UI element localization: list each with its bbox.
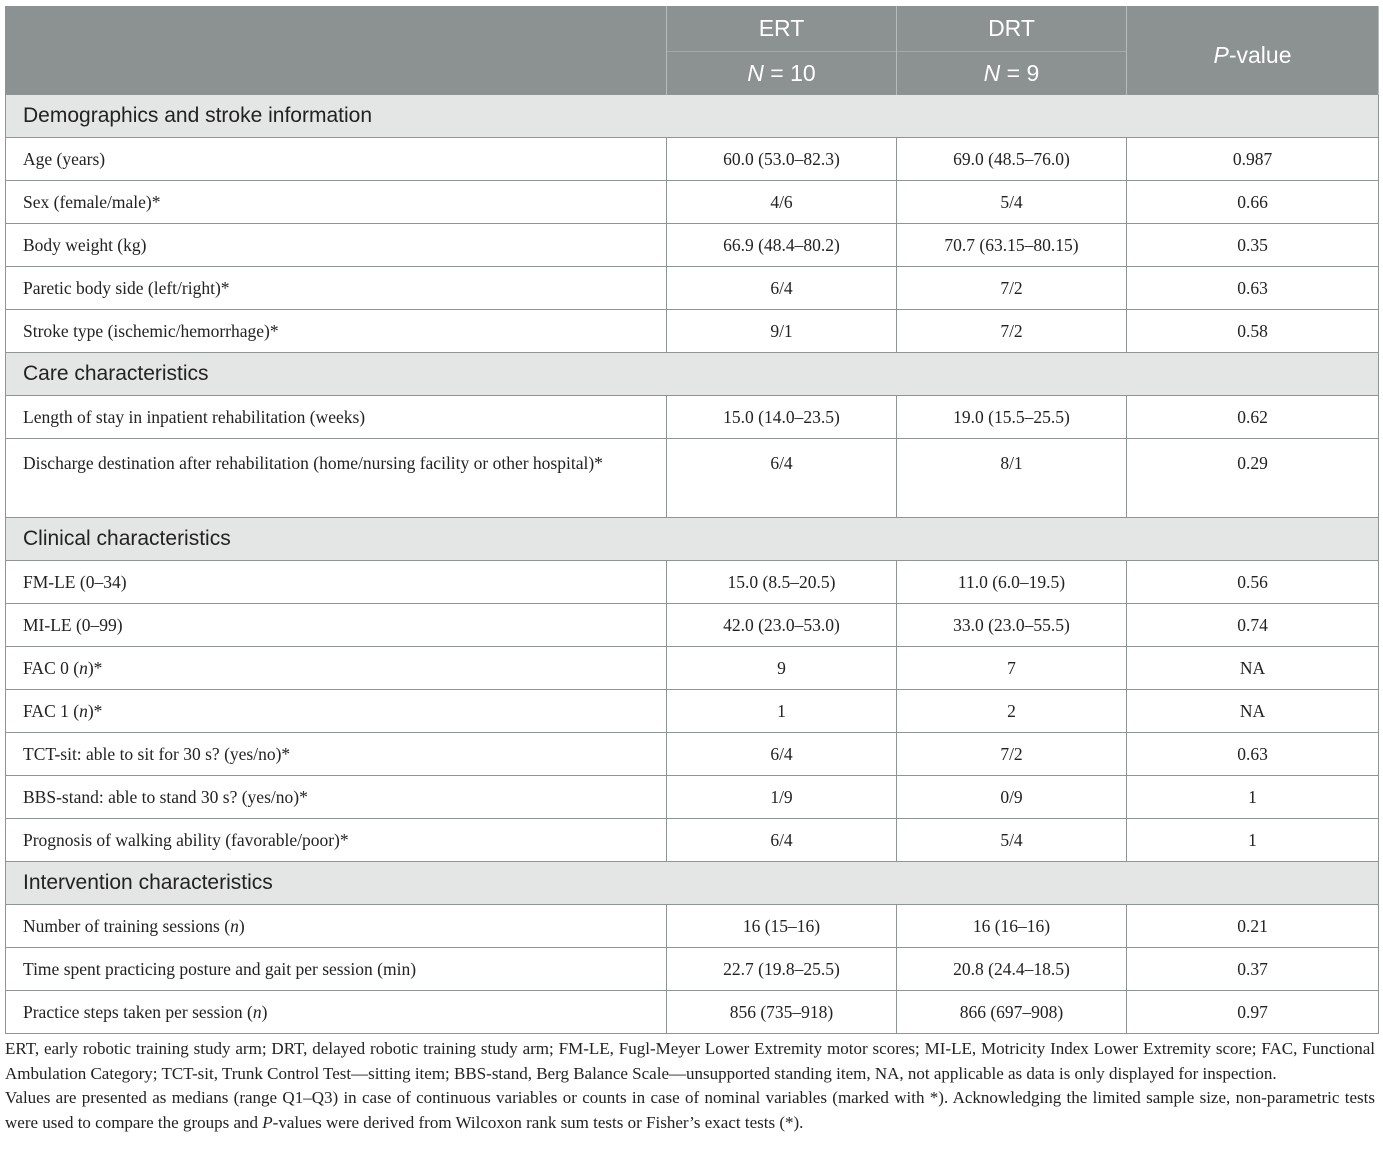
- header-ert-n-symbol: N: [747, 59, 764, 86]
- table-header: [6, 6, 1379, 95]
- header-drt-n-symbol: N: [983, 59, 1001, 86]
- drt-value: 8/1: [897, 439, 1127, 518]
- table-row: [6, 439, 1379, 518]
- row-label-pre: FAC 1 (: [23, 700, 80, 721]
- row-label-n: n: [252, 1001, 262, 1022]
- p-value: 0.63: [1127, 733, 1379, 776]
- row-label: TCT-sit: able to sit for 30 s? (yes/no)*: [6, 733, 667, 776]
- drt-value: 2: [897, 690, 1127, 733]
- table-row: [6, 310, 1379, 353]
- header-p-value: [1127, 6, 1379, 95]
- table-row: [6, 948, 1379, 991]
- drt-value: 5/4: [897, 181, 1127, 224]
- header-drt-n: [897, 52, 1127, 95]
- row-label: Body weight (kg): [6, 224, 667, 267]
- row-label: BBS-stand: able to stand 30 s? (yes/no)*: [6, 776, 667, 819]
- table-body: [6, 95, 1379, 1034]
- header-p-symbol: P: [1213, 42, 1229, 68]
- section-row-intervention: [6, 862, 1379, 905]
- ert-value: 16 (15–16): [667, 905, 897, 948]
- row-label: Stroke type (ischemic/hemorrhage)*: [6, 310, 667, 353]
- drt-value: 16 (16–16): [897, 905, 1127, 948]
- ert-value: 42.0 (23.0–53.0): [667, 604, 897, 647]
- ert-value: 6/4: [667, 439, 897, 518]
- table-row: [6, 561, 1379, 604]
- section-row-clinical: [6, 518, 1379, 561]
- ert-value: 6/4: [667, 267, 897, 310]
- header-drt-n-value: = 9: [1000, 59, 1040, 86]
- row-label: Prognosis of walking ability (favorable/poor)*: [6, 819, 667, 862]
- table-row: [6, 733, 1379, 776]
- section-title: Demographics and stroke information: [6, 95, 1379, 138]
- ert-value: 9/1: [667, 310, 897, 353]
- row-label: Sex (female/male)*: [6, 181, 667, 224]
- ert-value: 60.0 (53.0–82.3): [667, 138, 897, 181]
- values-footnote-pre: Values are presented as medians (range Q1–Q3) in case of continuous variables or counts in case of nominal variables (marked with *). Acknowledging the limited sample size, non-parametric tests were used to compare the groups and: [5, 1088, 1375, 1132]
- header-row-1: [6, 6, 1379, 52]
- table-row: [6, 776, 1379, 819]
- abbreviations-footnote: ERT, early robotic training study arm; DRT, delayed robotic training study arm; FM-LE, Fugl-Meyer Lower Extremity motor scores; MI-LE, Motricity Index Lower Extremity score; FAC, Functional Ambulation Category; TCT-sit, Trunk Control Test—sitting item; BBS-stand, Berg Balance Scale—unsupported standing item, NA, not applicable as data is only displayed for inspection.: [5, 1039, 1375, 1083]
- header-drt: DRT: [897, 6, 1127, 52]
- p-value: 0.29: [1127, 439, 1379, 518]
- table-footnotes: [5, 1037, 1375, 1135]
- characteristics-table-container: [5, 6, 1378, 1034]
- header-p-rest: -value: [1228, 42, 1292, 68]
- row-label-post: )*: [87, 700, 103, 721]
- header-ert-n-value: = 10: [763, 59, 816, 86]
- p-value: 0.56: [1127, 561, 1379, 604]
- table-row: [6, 138, 1379, 181]
- p-value: 0.74: [1127, 604, 1379, 647]
- characteristics-table: [5, 6, 1379, 1034]
- ert-value: 22.7 (19.8–25.5): [667, 948, 897, 991]
- row-label: FM-LE (0–34): [6, 561, 667, 604]
- table-row: [6, 991, 1379, 1034]
- ert-value: 856 (735–918): [667, 991, 897, 1034]
- ert-value: 15.0 (14.0–23.5): [667, 396, 897, 439]
- values-footnote: [5, 1086, 1375, 1135]
- row-label: [6, 991, 667, 1034]
- row-label: [6, 647, 667, 690]
- table-row: [6, 224, 1379, 267]
- row-label-pre: Number of training sessions (: [23, 915, 231, 936]
- values-footnote-post: -values were derived from Wilcoxon rank sum tests or Fisher’s exact tests (*).: [272, 1112, 804, 1132]
- table-row: [6, 819, 1379, 862]
- p-value: NA: [1127, 690, 1379, 733]
- table-row: [6, 181, 1379, 224]
- table-row: [6, 604, 1379, 647]
- drt-value: 866 (697–908): [897, 991, 1127, 1034]
- p-value: 0.21: [1127, 905, 1379, 948]
- p-value: 0.35: [1127, 224, 1379, 267]
- row-label-pre: FAC 0 (: [23, 657, 80, 678]
- row-label-n: n: [230, 915, 239, 936]
- ert-value: 15.0 (8.5–20.5): [667, 561, 897, 604]
- section-title: Clinical characteristics: [6, 518, 1379, 561]
- row-label-post: ): [238, 915, 245, 936]
- row-label: Discharge destination after rehabilitation (home/nursing facility or other hospital)*: [6, 439, 667, 518]
- drt-value: 70.7 (63.15–80.15): [897, 224, 1127, 267]
- table-row: [6, 396, 1379, 439]
- drt-value: 69.0 (48.5–76.0): [897, 138, 1127, 181]
- ert-value: 6/4: [667, 733, 897, 776]
- row-label-post: ): [261, 1001, 268, 1022]
- p-value: 0.987: [1127, 138, 1379, 181]
- row-label: Paretic body side (left/right)*: [6, 267, 667, 310]
- row-label-n: n: [79, 700, 88, 721]
- drt-value: 19.0 (15.5–25.5): [897, 396, 1127, 439]
- section-title: Care characteristics: [6, 353, 1379, 396]
- p-value: 1: [1127, 819, 1379, 862]
- p-value: 0.97: [1127, 991, 1379, 1034]
- row-label: [6, 905, 667, 948]
- row-label: Time spent practicing posture and gait per session (min): [6, 948, 667, 991]
- drt-value: 0/9: [897, 776, 1127, 819]
- p-value: 0.37: [1127, 948, 1379, 991]
- drt-value: 5/4: [897, 819, 1127, 862]
- p-value: 0.62: [1127, 396, 1379, 439]
- values-footnote-p: P: [262, 1112, 273, 1132]
- header-ert-n: [667, 52, 897, 95]
- ert-value: 9: [667, 647, 897, 690]
- section-title: Intervention characteristics: [6, 862, 1379, 905]
- ert-value: 4/6: [667, 181, 897, 224]
- row-label: MI-LE (0–99): [6, 604, 667, 647]
- header-blank-cell: [6, 6, 667, 95]
- row-label: Age (years): [6, 138, 667, 181]
- drt-value: 20.8 (24.4–18.5): [897, 948, 1127, 991]
- row-label: [6, 690, 667, 733]
- drt-value: 33.0 (23.0–55.5): [897, 604, 1127, 647]
- p-value: 0.63: [1127, 267, 1379, 310]
- drt-value: 7/2: [897, 733, 1127, 776]
- row-label-post: )*: [87, 657, 103, 678]
- section-row-care: [6, 353, 1379, 396]
- ert-value: 66.9 (48.4–80.2): [667, 224, 897, 267]
- drt-value: 7/2: [897, 267, 1127, 310]
- p-value: NA: [1127, 647, 1379, 690]
- ert-value: 1: [667, 690, 897, 733]
- ert-value: 6/4: [667, 819, 897, 862]
- table-row: [6, 267, 1379, 310]
- header-ert: ERT: [667, 6, 897, 52]
- drt-value: 7: [897, 647, 1127, 690]
- p-value: 1: [1127, 776, 1379, 819]
- drt-value: 7/2: [897, 310, 1127, 353]
- p-value: 0.66: [1127, 181, 1379, 224]
- table-row: [6, 647, 1379, 690]
- row-label-pre: Practice steps taken per session (: [23, 1001, 253, 1022]
- ert-value: 1/9: [667, 776, 897, 819]
- row-label: Length of stay in inpatient rehabilitation (weeks): [6, 396, 667, 439]
- section-row-demographics: [6, 95, 1379, 138]
- p-value: 0.58: [1127, 310, 1379, 353]
- drt-value: 11.0 (6.0–19.5): [897, 561, 1127, 604]
- row-label-n: n: [79, 657, 88, 678]
- table-row: [6, 905, 1379, 948]
- table-row: [6, 690, 1379, 733]
